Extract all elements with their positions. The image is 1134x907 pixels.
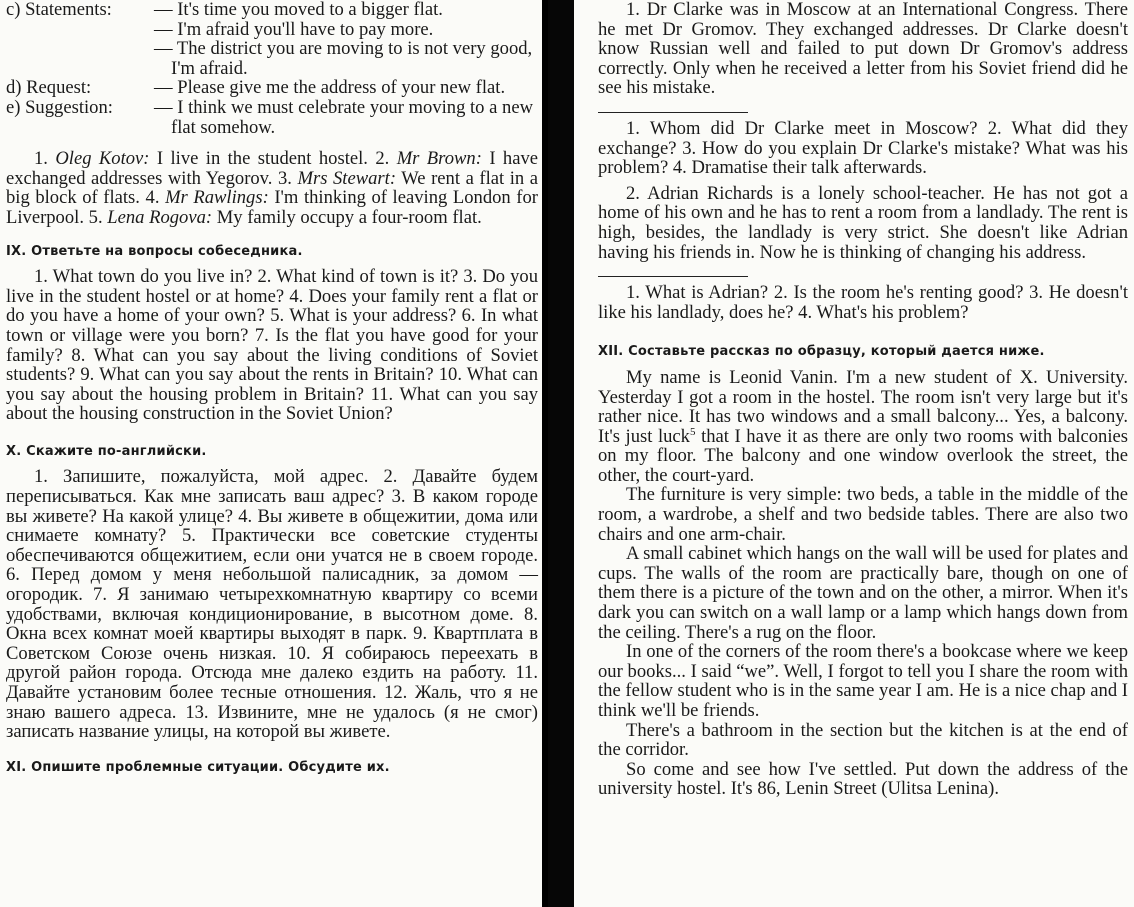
statements-paragraph: 1. Oleg Kotov: I live in the student hostel. 2. Mr Brown: I have exchanged addresses with Yegorov. 3. Mrs Stewart: We rent a flat in a big block of flats. 4. Mr Rawlings: I'm thinking of leaving London for Liverpool. 5. Lena Rogova: My family occupy a four-room flat. xyxy=(6,148,538,228)
story-paragraph: My name is Leonid Vanin. I'm a new student of X. University. Yesterday I got a room in the hostel. The room isn't very large but it's rather nice. It has two windows and a small balcony... Yes, a balcony. It's just luck$^5$ that I have it as there are only two rooms with balconies on my floor. The balcony and one window overlook the street, the other, the court-yard. xyxy=(598,366,1128,486)
entry-line: — Please give me the address of your new flat. xyxy=(154,77,506,99)
section-heading: X. Скажите по-английски. xyxy=(6,443,207,459)
entry-line: — I think we must celebrate your moving to a new flat somehow. xyxy=(154,96,534,138)
right-page xyxy=(574,0,1134,907)
story-paragraph: In one of the corners of the room there's a bookcase where we keep our books... I said “we”. Well, I forgot to tell you I share the room with the fellow student who is in the same year I am. He is a nice chap and I think we'll be friends. xyxy=(598,641,1128,721)
entry-line: — It's time you moved to a bigger flat. xyxy=(154,0,443,20)
section-body: 1. What town do you live in? 2. What kind of town is it? 3. Do you live in the student hostel or at home? 4. Does your family rent a flat or do you have a home of your own? 5. What is your address? 6. In what town or village were you born? 7. Is the flat you have good for your family? 8. What can you say about the living conditions of Soviet students? 9. What can you say about the rents in Britain? 10. What can you say about the housing problem in Britain? 11. What can you say about the housing construction in the Soviet Union? xyxy=(6,266,538,425)
entry-request xyxy=(6,78,538,98)
entry-label: c) Statements: xyxy=(6,0,112,20)
entry-line: — The district you are moving to is not very good, I'm afraid. xyxy=(154,38,533,79)
book-gutter xyxy=(548,0,574,907)
story-paragraph: So come and see how I've settled. Put down the address of the university hostel. It's 86, Lenin Street (Ulitsa Lenina). xyxy=(598,758,1128,800)
entry-statements xyxy=(6,0,538,78)
story-paragraph: There's a bathroom in the section but the kitchen is at the end of the corridor. xyxy=(598,719,1128,761)
entry-line: — I'm afraid you'll have to pay more. xyxy=(154,18,434,40)
right-column xyxy=(598,0,1128,799)
left-column xyxy=(6,0,538,783)
section-heading: XII. Составьте рассказ по образцу, который дается ниже. xyxy=(598,344,1045,360)
entry-label: d) Request: xyxy=(6,77,92,99)
speaker-name: Lena Rogova: xyxy=(107,206,213,228)
story-paragraph: The furniture is very simple: two beds, a table in the middle of the room, a wardrobe, a shelf and two bedside tables. There are also two chairs and one arm-chair. xyxy=(598,484,1128,545)
speaker-name: Mrs Stewart: xyxy=(297,167,397,189)
questions-text: 1. What is Adrian? 2. Is the room he's renting good? 3. He doesn't like his landlady, does he? 4. What's his problem? xyxy=(598,282,1128,323)
divider-rule xyxy=(598,276,748,277)
speaker-name: Mr Rawlings: xyxy=(165,187,269,209)
gutter-shadow xyxy=(542,0,548,907)
story-paragraph: A small cabinet which hangs on the wall will be used for plates and cups. The walls of the room are practically bare, though on one of them there is a picture of the town and on the other, a mirror. When it's dark you can switch on a wall lamp or a lamp which hangs down from the ceiling. There's a rug on the floor. xyxy=(598,543,1128,643)
section-heading: IX. Ответьте на вопросы собеседника. xyxy=(6,243,303,259)
divider-rule xyxy=(598,112,748,113)
section-body: 1. Запишите, пожалуйста, мой адрес. 2. Давайте будем переписываться. Как мне записать ваш адрес? 3. В каком городе вы живете? На какой улице? 4. Вы живете в общежитии, дома или снимаете комнату? 5. Практически все советские студенты обеспечиваются общежитием, если они учатся не в своем городе. 6. Перед домом у меня небольшой палисадник, за домом — огородик. 7. Я занимаю четырехкомнатную квартиру со всеми удобствами, включая кондиционирование, в высотном доме. 8. Окна всех комнат моей квартиры выходят в парк. 9. Квартплата в Советском Союзе очень низкая. 10. Я собираюсь переехать в другой район города. Отсюда мне далеко ездить на работу. 11. Давайте установим более тесные отношения. 12. Жаль, что я не знаю вашего адреса. 13. Извините, мне не удалось (я не смог) записать название улицы, на которой вы живете. xyxy=(6,466,538,743)
speaker-name: Oleg Kotov: xyxy=(55,148,150,170)
questions-text: 1. Whom did Dr Clarke meet in Moscow? 2. What did they exchange? 3. How do you explain Dr Clarke's mistake? What was his problem? 4. Dramatise their talk afterwards. xyxy=(598,117,1128,179)
section-heading: XI. Опишите проблемные ситуации. Обсудите их. xyxy=(6,759,390,775)
situation-text: 1. Dr Clarke was in Moscow at an International Congress. There he met Dr Gromov. They exchanged addresses. Dr Clarke doesn't know Russian well and failed to put down Dr Gromov's address correctly. Only when he received a letter from his Soviet friend did he see his mistake. xyxy=(598,0,1128,99)
entry-suggestion xyxy=(6,98,538,137)
speaker-name: Mr Brown: xyxy=(396,148,482,170)
entry-label: e) Suggestion: xyxy=(6,96,113,118)
situation-text: 2. Adrian Richards is a lonely school-teacher. He has not got a home of his own and he has to rent a room from a landlady. The rent is high, besides, the landlady is very strict. She doesn't like Adrian having his friends in. Now he is thinking of changing his address. xyxy=(598,182,1128,263)
left-page xyxy=(0,0,548,907)
